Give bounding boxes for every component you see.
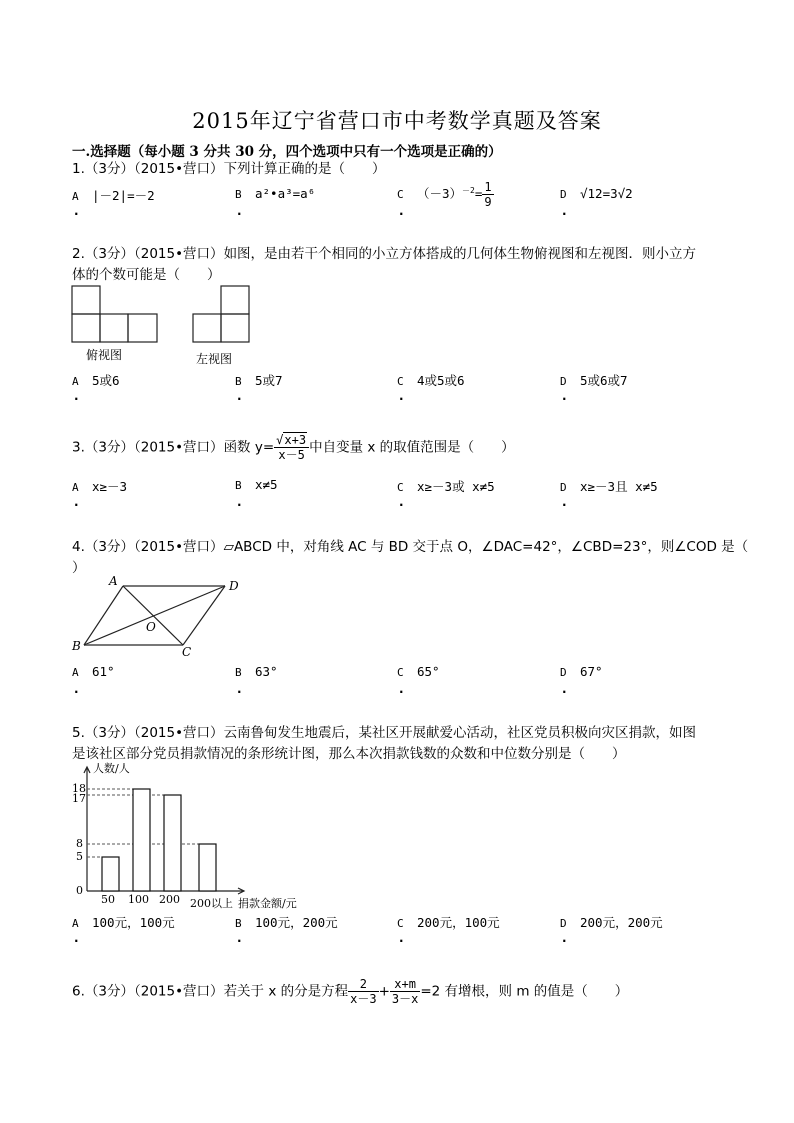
option-b[interactable]: B 63° xyxy=(235,664,278,679)
option-d[interactable]: D x≥－3且 x≠5 xyxy=(560,479,658,494)
bar-100 xyxy=(133,789,150,891)
option-a[interactable]: A |－2|=－2 xyxy=(72,188,155,203)
option-dot: . xyxy=(399,931,404,945)
y-tick-5: 5 xyxy=(76,850,83,863)
point-d-label: D xyxy=(229,579,239,593)
option-c[interactable]: C 4或5或6 xyxy=(397,373,465,388)
question-5: 5.（3分）（2015•营口）云南鲁甸发生地震后，某社区开展献爱心活动，社区党员积极向灾区捐款，如图 xyxy=(72,725,697,741)
y-axis-label: 人数/人 xyxy=(93,762,130,775)
option-dot: . xyxy=(562,931,567,945)
point-b-label: B xyxy=(72,639,81,653)
option-a[interactable]: A 61° xyxy=(72,664,115,679)
option-b[interactable]: B a²•a³=a⁶ xyxy=(235,186,316,201)
left-view-label: 左视图 xyxy=(196,352,233,366)
option-dot: . xyxy=(237,682,242,696)
x-tick-100: 100 xyxy=(128,893,149,906)
question-3: 3.（3分）（2015•营口）函数 y= $\frac{√x+3}{x-5}$ 中自变量 x 的取值范围是（ ） xyxy=(72,433,515,462)
option-dot: . xyxy=(74,495,79,509)
question-5-line2: 是该社区部分党员捐款情况的条形统计图，那么本次捐款钱数的众数和中位数分别是（ ） xyxy=(72,746,626,762)
point-o-label: O xyxy=(146,620,156,634)
fraction: $\frac{1}{9}$ xyxy=(484,180,492,209)
option-dot: . xyxy=(562,389,567,403)
option-dot: . xyxy=(399,682,404,696)
option-b[interactable]: B 5或7 xyxy=(235,373,283,388)
option-dot: . xyxy=(562,204,567,218)
question-source: （3分）（2015•营口） xyxy=(84,161,224,177)
point-a-label: A xyxy=(109,574,118,588)
x-tick-200: 200 xyxy=(159,893,180,906)
bar-50 xyxy=(102,857,119,891)
question-2-line2: 体的个数可能是（ ） xyxy=(72,267,221,283)
page-title: 2015年辽宁省营口市中考数学真题及答案 xyxy=(192,109,602,133)
question-stem: 下列计算正确的是（ ） xyxy=(223,161,386,177)
x-tick-50: 50 xyxy=(101,893,115,906)
option-a[interactable]: A 100元，100元 xyxy=(72,915,175,930)
option-c[interactable]: C 65° xyxy=(397,664,440,679)
option-c[interactable]: C x≥－3或 x≠5 xyxy=(397,479,495,494)
x-axis-label: 捐款金额/元 xyxy=(238,897,297,910)
y-tick-18: 18 xyxy=(72,782,86,795)
option-d[interactable]: D 5或6或7 xyxy=(560,373,628,388)
option-dot: . xyxy=(237,389,242,403)
y-tick-17: 17 xyxy=(72,792,86,805)
fraction: $\frac{x+m}{3-x}$ xyxy=(391,977,419,1006)
top-view-label: 俯视图 xyxy=(86,348,123,362)
option-d[interactable]: D 67° xyxy=(560,664,603,679)
bar-200-plus xyxy=(199,844,216,891)
y-tick-8: 8 xyxy=(76,837,83,850)
y-tick-0: 0 xyxy=(76,884,83,897)
option-dot: . xyxy=(237,495,242,509)
option-dot: . xyxy=(237,931,242,945)
fraction: $\frac{2}{x-3}$ xyxy=(350,977,377,1006)
option-dot: . xyxy=(74,389,79,403)
bar-200 xyxy=(164,795,181,891)
point-c-label: C xyxy=(182,645,192,659)
option-b[interactable]: B x≠5 xyxy=(235,477,278,492)
question-4: 4.（3分）（2015•营口）▱ABCD 中，对角线 AC 与 BD 交于点 O，∠DAC=42°，∠CBD=23°，则∠COD 是（ xyxy=(72,539,749,555)
option-dot: . xyxy=(74,682,79,696)
option-d[interactable]: D √12=3√2 xyxy=(560,186,633,201)
option-dot: . xyxy=(74,204,79,218)
option-dot: . xyxy=(399,495,404,509)
option-dot: . xyxy=(399,204,404,218)
option-dot: . xyxy=(399,389,404,403)
x-tick-200-plus: 200以上 xyxy=(190,897,233,910)
option-b[interactable]: B 100元，200元 xyxy=(235,915,338,930)
question-number: 1. xyxy=(72,161,85,177)
question-6: 6.（3分）（2015•营口）若关于 x 的分是方程 $\frac{2}{x-3}$ + $\frac{x+m}{3-x}$ =2 有增根，则 m 的值是（ ） xyxy=(72,977,629,1006)
option-a[interactable]: A x≥－3 xyxy=(72,479,128,494)
option-dot: . xyxy=(562,682,567,696)
option-dot: . xyxy=(237,204,242,218)
option-c[interactable]: C $(-3)^{-2}=$ $\frac{1}{9}$ xyxy=(397,180,492,209)
fraction: $\frac{√x+3}{x-5}$ xyxy=(274,433,309,462)
option-dot: . xyxy=(562,495,567,509)
question-4-line2: ） xyxy=(72,560,86,576)
option-d[interactable]: D 200元，200元 xyxy=(560,915,663,930)
section-heading: 一.选择题（每小题 3 分共 30 分，四个选项中只有一个选项是正确的） xyxy=(72,144,502,160)
option-dot: . xyxy=(74,931,79,945)
option-a[interactable]: A 5或6 xyxy=(72,373,120,388)
option-c[interactable]: C 200元，100元 xyxy=(397,915,500,930)
question-2: 2.（3分）（2015•营口）如图，是由若干个相同的小立方体搭成的几何体生物俯视图和左视图．则小立方 xyxy=(72,246,697,262)
